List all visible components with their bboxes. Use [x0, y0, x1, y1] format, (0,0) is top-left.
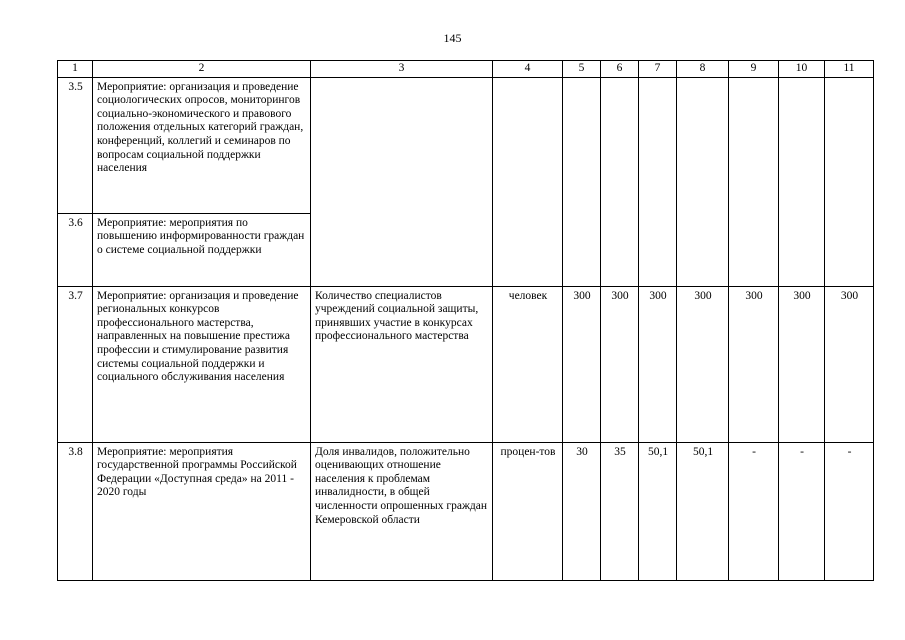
- row-number: 3.7: [58, 286, 93, 442]
- table-row: [58, 286, 874, 442]
- value-cell: -: [779, 442, 825, 580]
- value-cell: 35: [601, 442, 639, 580]
- row-number: 3.6: [58, 213, 93, 286]
- value-cell: -: [729, 442, 779, 580]
- column-header: 9: [729, 61, 779, 78]
- table-header-row: [58, 61, 874, 78]
- measure-cell: Мероприятие: мероприятия по повышению информированности граждан о системе социальной поддержки: [93, 213, 311, 286]
- value-cell: 300: [563, 286, 601, 442]
- indicator-cell: Количество специалистов учреждений социальной защиты, принявших участие в конкурсах профессионального мастерства: [311, 286, 493, 442]
- value-cell: 30: [563, 442, 601, 580]
- measure-cell: Мероприятие: организация и проведение социологических опросов, мониторингов социально-экономического и правового положения отдельных категорий граждан, конференций, коллегий и семинаров по вопросам социальной поддержки населения: [93, 77, 311, 213]
- column-header: 8: [677, 61, 729, 78]
- value-cell: 300: [729, 286, 779, 442]
- column-header: 2: [93, 61, 311, 78]
- column-header: 4: [493, 61, 563, 78]
- unit-cell: процен-тов: [493, 442, 563, 580]
- column-header: 11: [825, 61, 874, 78]
- measure-cell: Мероприятие: мероприятия государственной программы Российской Федерации «Доступная среда» на 2011 - 2020 годы: [93, 442, 311, 580]
- value-cell: 300: [779, 286, 825, 442]
- value-cell: [601, 77, 639, 286]
- value-cell: [639, 77, 677, 286]
- column-header: 5: [563, 61, 601, 78]
- indicator-cell: Доля инвалидов, положительно оценивающих отношение населения к проблемам инвалидности, в общей численности опрошенных граждан Кемеровской области: [311, 442, 493, 580]
- column-header: 7: [639, 61, 677, 78]
- measure-cell: Мероприятие: организация и проведение региональных конкурсов профессионального мастерства, направленных на повышение престижа профессии и стимулирование развития системы социальной поддержки и социального обслуживания населения: [93, 286, 311, 442]
- row-number: 3.8: [58, 442, 93, 580]
- value-cell: [779, 77, 825, 286]
- unit-cell: [493, 77, 563, 286]
- row-number: 3.5: [58, 77, 93, 213]
- value-cell: 300: [825, 286, 874, 442]
- page-number: 145: [443, 31, 462, 45]
- value-cell: 300: [677, 286, 729, 442]
- value-cell: [825, 77, 874, 286]
- column-header: 1: [58, 61, 93, 78]
- column-header: 6: [601, 61, 639, 78]
- unit-cell: человек: [493, 286, 563, 442]
- value-cell: 50,1: [677, 442, 729, 580]
- table-row: [58, 442, 874, 580]
- value-cell: 300: [639, 286, 677, 442]
- value-cell: -: [825, 442, 874, 580]
- table-row: [58, 77, 874, 213]
- value-cell: 300: [601, 286, 639, 442]
- value-cell: 50,1: [639, 442, 677, 580]
- column-header: 3: [311, 61, 493, 78]
- column-header: 10: [779, 61, 825, 78]
- value-cell: [677, 77, 729, 286]
- program-table: [57, 60, 874, 581]
- value-cell: [563, 77, 601, 286]
- value-cell: [729, 77, 779, 286]
- indicator-cell: [311, 77, 493, 286]
